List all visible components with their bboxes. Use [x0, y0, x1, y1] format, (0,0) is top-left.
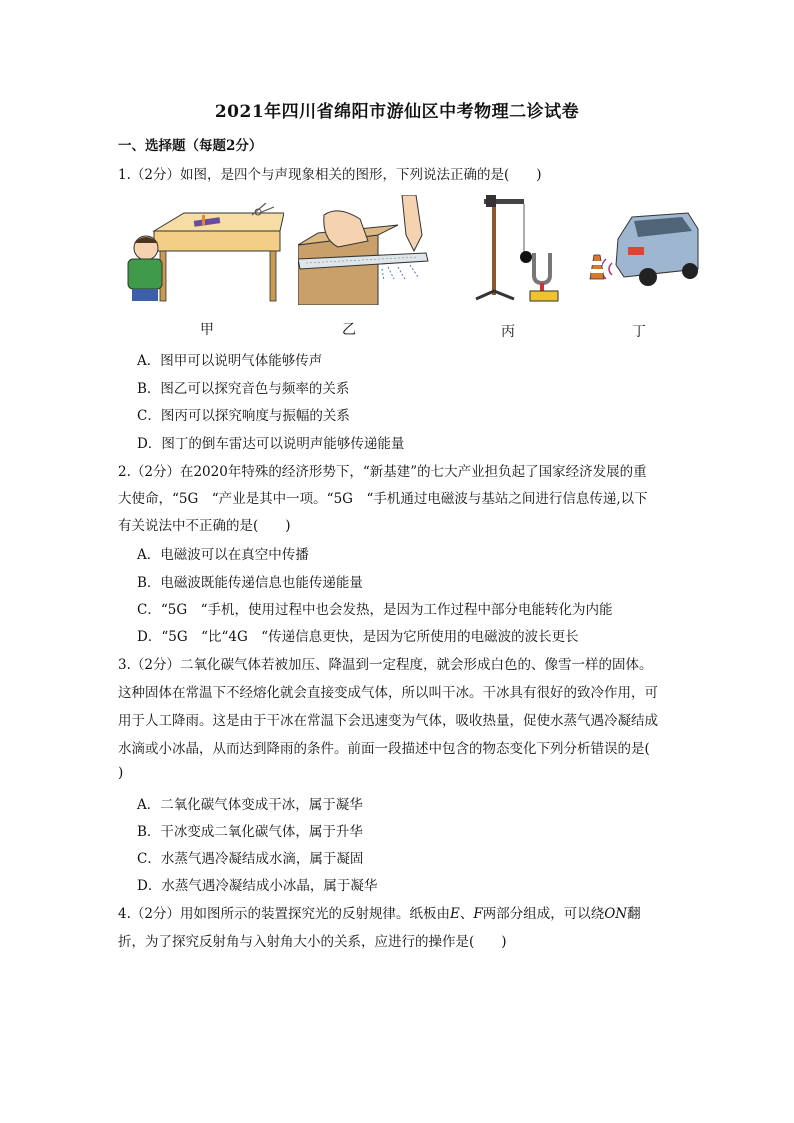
caption-ding: 丁 — [632, 324, 646, 340]
q4-var-e: E — [449, 906, 460, 922]
q1-option-d: D．图丁的倒车雷达可以说明声能够传递能量 — [137, 436, 405, 452]
question-4-stem-line-2: 折，为了探究反射角与入射角大小的关系，应进行的操作是( ) — [118, 934, 507, 950]
q3-option-a: A．二氧化碳气体变成干冰，属于凝华 — [137, 797, 363, 813]
q1-option-a: A．图甲可以说明气体能够传声 — [137, 353, 323, 369]
question-3-stem-line-3: 用于人工降雨。这是由于干冰在常温下会迅速变为气体，吸收热量，促使水蒸气遇冷凝结成 — [118, 713, 658, 729]
caption-jia: 甲 — [200, 322, 214, 338]
question-2-stem-line-3: 有关说法中不正确的是( ) — [118, 518, 291, 534]
question-3-stem-line-5: ) — [118, 765, 124, 781]
question-3-stem-line-4: 水滴或小冰晶，从而达到降雨的条件。前面一段描述中包含的物态变化下列分析错误的是( — [118, 741, 650, 757]
q2-option-b: B．电磁波既能传递信息也能传递能量 — [137, 575, 363, 591]
question-1-stem: 1.（2分）如图，是四个与声现象相关的图形，下列说法正确的是( ) — [118, 167, 542, 183]
q3-option-c: C．水蒸气遇冷凝结成水滴，属于凝固 — [137, 851, 364, 867]
figure-bing-tuning-fork-illustration — [470, 195, 570, 307]
figure-yi-ruler-illustration — [298, 195, 438, 305]
figure-ding-car-radar-illustration — [588, 199, 700, 299]
figure-jia-desk-illustration — [124, 203, 284, 303]
page-title: 2021年四川省绵阳市游仙区中考物理二诊试卷 — [214, 102, 580, 122]
q2-option-a: A．电磁波可以在真空中传播 — [137, 547, 309, 563]
q4-text-part-4: 翻 — [627, 906, 641, 922]
q3-option-d: D．水蒸气遇冷凝结成小冰晶，属于凝华 — [137, 878, 378, 894]
q2-option-d: D．“5G “比“4G “传递信息更快，是因为它所使用的电磁波的波长更长 — [137, 629, 579, 645]
question-4-stem-line-1 — [118, 902, 641, 922]
caption-bing: 丙 — [501, 324, 515, 340]
question-2-stem-line-2: 大使命，“5G “产业是其中一项。“5G “手机通过电磁波与基站之间进行信息传递,以下 — [118, 491, 648, 507]
q1-option-b: B．图乙可以探究音色与频率的关系 — [137, 381, 350, 397]
q1-option-c: C．图丙可以探究响度与振幅的关系 — [137, 408, 350, 424]
q4-text-part-2: 、 — [459, 906, 474, 922]
question-3-stem-line-1: 3.（2分）二氧化碳气体若被加压、降温到一定程度，就会形成白色的、像雪一样的固体。 — [118, 657, 653, 673]
q4-text-part-3: 两部分组成，可以绕 — [482, 906, 605, 922]
question-2-stem-line-1: 2.（2分）在2020年特殊的经济形势下，“新基建”的七大产业担负起了国家经济发展的重 — [118, 464, 647, 480]
q2-option-c: C．“5G “手机，使用过程中也会发热，是因为工作过程中部分电能转化为内能 — [137, 602, 613, 618]
caption-yi: 乙 — [342, 322, 356, 338]
q4-text-part-1: 4.（2分）用如图所示的装置探究光的反射规律。纸板由 — [118, 906, 450, 922]
q3-option-b: B．干冰变成二氧化碳气体，属于升华 — [137, 824, 363, 840]
q4-var-on: ON — [604, 906, 628, 922]
q4-var-f: F — [473, 906, 483, 922]
question-3-stem-line-2: 这种固体在常温下不经熔化就会直接变成气体，所以叫干冰。干冰具有很好的致冷作用，可 — [118, 685, 658, 701]
question-1-figures — [118, 195, 698, 345]
section-heading: 一、选择题（每题2分） — [118, 138, 263, 154]
